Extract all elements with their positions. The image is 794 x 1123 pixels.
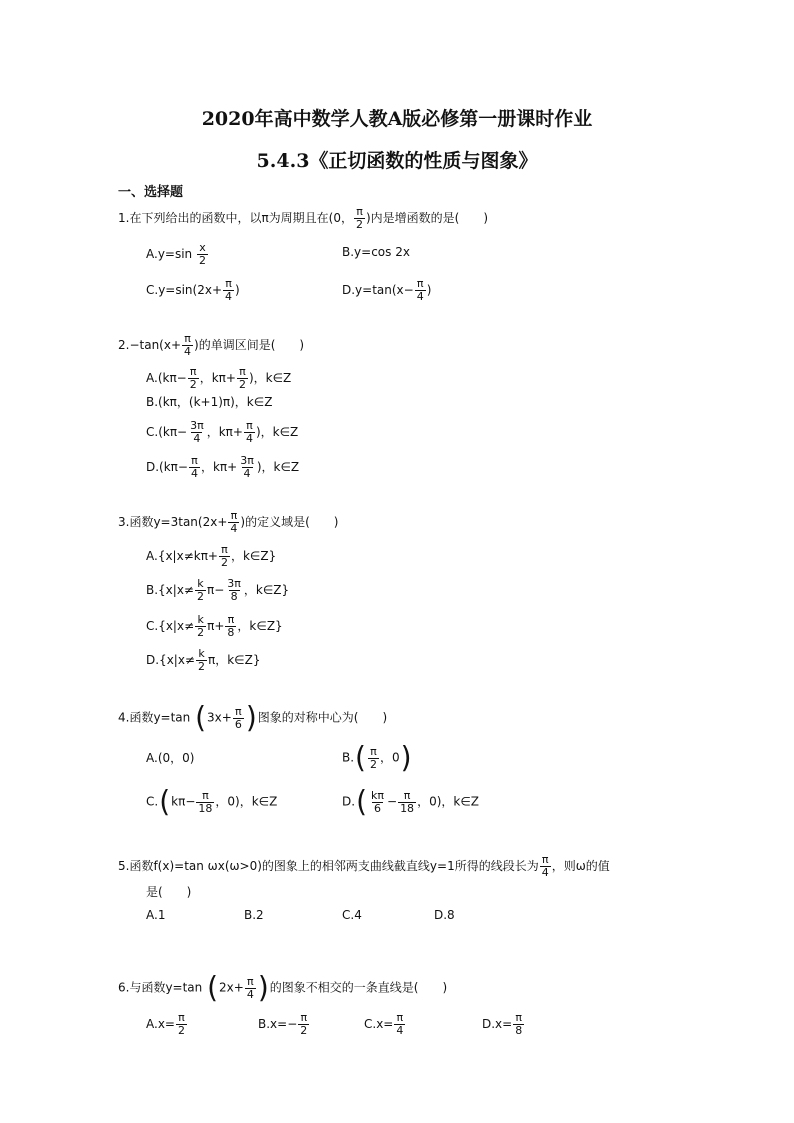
fraction: $\frac{\pi}{2}$ — [369, 744, 377, 771]
question-3-stem: 3.函数y=3tan(2x+ $\frac{\pi}{4}$ )的定义域是( ) — [118, 509, 339, 535]
question-3-option-c: C.{x|x≠ $\frac{k}{2}$ π+ $\frac{\pi}{8}$ ，k∈Z} — [146, 613, 283, 639]
fraction: $\frac{\pi}{4}$ — [245, 419, 253, 445]
fraction: $\frac{\pi}{4}$ — [541, 853, 549, 879]
fraction: $\frac{\pi}{4}$ — [230, 509, 238, 535]
question-4-option-a: A.(0，0) — [146, 751, 195, 765]
question-5-stem-cont: 是( ) — [146, 885, 192, 899]
fraction: $\frac{\pi}{4}$ — [416, 277, 424, 303]
fraction: $\frac{\pi}{4}$ — [225, 277, 233, 303]
fraction: $\frac{\pi}{2}$ — [356, 205, 363, 231]
question-4-option-b: B.( $\frac{\pi}{2}$ ，0) — [342, 740, 412, 775]
question-6-stem: 6.与函数y=tan (2x+ $\frac{\pi}{4}$ )的图象不相交的一条直线是( ) — [118, 970, 448, 1005]
fraction: $\frac{\pi}{8}$ — [515, 1011, 523, 1037]
question-5-stem: 5.函数f(x)=tan ωx(ω>0)的图象上的相邻两支曲线截直线y=1所得的线段长为 $\frac{\pi}{4}$ ，则ω的值 — [118, 853, 610, 879]
fraction: $\frac{\pi}{4}$ — [190, 454, 198, 480]
question-1-option-c: C.y=sin(2x+ $\frac{\pi}{4}$ ) — [146, 277, 240, 303]
document-title: 2020年高中数学人教A版必修第一册课时作业 — [201, 108, 593, 130]
fraction: $\frac{\pi}{2}$ — [220, 543, 228, 569]
fraction: $\frac{\pi}{4}$ — [184, 332, 192, 358]
fraction: $\frac{k}{2}$ — [197, 613, 205, 639]
fraction: $\frac{\pi}{8}$ — [227, 613, 235, 639]
fraction: $\frac{\pi}{2}$ — [300, 1011, 308, 1037]
fraction: $\frac{\pi}{2}$ — [177, 1011, 185, 1037]
fraction: $\frac{\pi}{2}$ — [189, 365, 197, 391]
question-4-stem: 4.函数y=tan (3x+ $\frac{\pi}{6}$ )图象的对称中心为( ) — [118, 700, 388, 735]
section-heading: 一、选择题 — [118, 185, 184, 200]
question-6-option-c: C.x= $\frac{\pi}{4}$ — [364, 1011, 404, 1037]
question-3-option-a: A.{x|x≠kπ+ $\frac{\pi}{2}$ ，k∈Z} — [146, 543, 277, 569]
fraction: $\frac{\pi}{4}$ — [246, 974, 254, 1001]
q1-text-a: 1.在下列给出的函数中，以π为周期且在(0， — [118, 211, 353, 225]
fraction: $\frac{\pi}{2}$ — [238, 365, 246, 391]
document-subtitle: 5.4.3《正切函数的性质与图象》 — [256, 150, 538, 172]
fraction: $\frac{\pi}{18}$ — [198, 788, 213, 815]
question-6-option-b: B.x=− $\frac{\pi}{2}$ — [258, 1011, 308, 1037]
question-1-option-b: B.y=cos 2x — [342, 245, 410, 259]
fraction: $\frac{x}{2}$ — [199, 241, 206, 267]
question-5-option-a: A.1 — [146, 908, 166, 922]
question-2-stem: 2.−tan(x+ $\frac{\pi}{4}$ )的单调区间是( ) — [118, 332, 305, 358]
question-2-option-d: D.(kπ− $\frac{\pi}{4}$ ，kπ+ $\frac{3\pi}{4}$ )，k∈Z — [146, 454, 300, 480]
question-2-option-c: C.(kπ− $\frac{3\pi}{4}$ ，kπ+ $\frac{\pi}{4}$ )，k∈Z — [146, 419, 299, 445]
question-1-option-d: D.y=tan(x− $\frac{\pi}{4}$ ) — [342, 277, 432, 303]
question-1-option-a: A.y=sin $\frac{x}{2}$ — [146, 241, 206, 267]
question-4-option-d: D.( $\frac{k\pi}{6}$ − $\frac{\pi}{18}$ ，0)，k∈Z — [342, 784, 480, 819]
fraction: $\frac{k}{2}$ — [196, 577, 204, 603]
q1-text-b: )内是增函数的是( ) — [366, 211, 489, 225]
fraction: $\frac{k\pi}{6}$ — [371, 788, 384, 815]
question-2-option-b: B.(kπ，(k+1)π)，k∈Z — [146, 395, 273, 409]
fraction: $\frac{\pi}{6}$ — [234, 704, 242, 731]
fraction: $\frac{3\pi}{4}$ — [240, 454, 254, 480]
fraction: $\frac{3\pi}{4}$ — [190, 419, 204, 445]
fraction: $\frac{\pi}{18}$ — [400, 788, 415, 815]
question-5-option-c: C.4 — [342, 908, 362, 922]
question-3-option-b: B.{x|x≠ $\frac{k}{2}$ π− $\frac{3\pi}{8}$ ，k∈Z} — [146, 577, 290, 603]
question-2-option-a: A.(kπ− $\frac{\pi}{2}$ ，kπ+ $\frac{\pi}{2}$ )，k∈Z — [146, 365, 292, 391]
question-5-option-d: D.8 — [434, 908, 455, 922]
question-6-option-d: D.x= $\frac{\pi}{8}$ — [482, 1011, 523, 1037]
question-4-option-c: C.(kπ− $\frac{\pi}{18}$ ，0)，k∈Z — [146, 784, 278, 819]
fraction: $\frac{\pi}{4}$ — [396, 1011, 404, 1037]
question-6-option-a: A.x= $\frac{\pi}{2}$ — [146, 1011, 185, 1037]
question-5-option-b: B.2 — [244, 908, 264, 922]
question-3-option-d: D.{x|x≠ $\frac{k}{2}$ π，k∈Z} — [146, 647, 261, 673]
fraction: $\frac{3\pi}{8}$ — [227, 577, 241, 603]
fraction: $\frac{k}{2}$ — [198, 647, 205, 673]
question-1-stem — [118, 206, 488, 231]
